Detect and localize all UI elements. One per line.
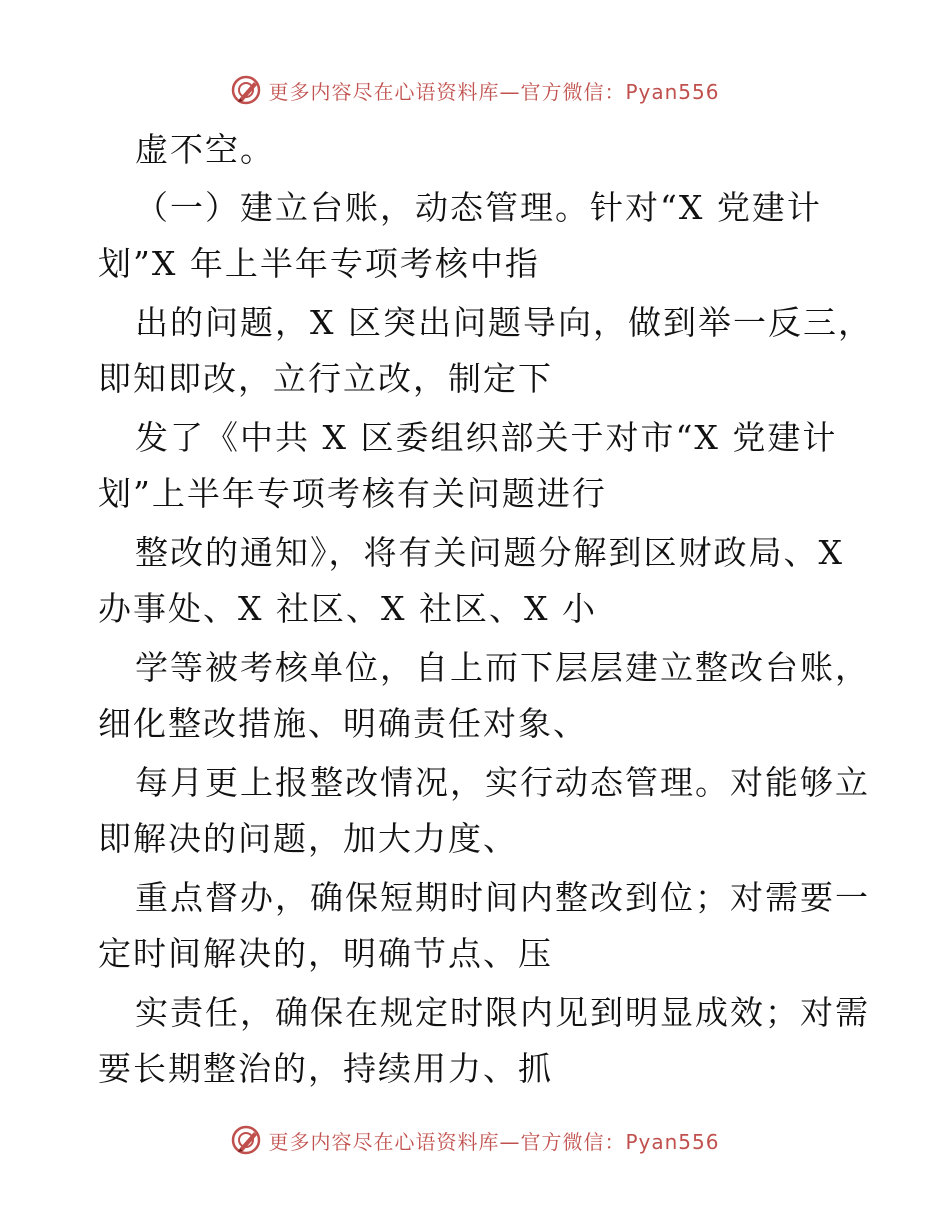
text-line: （一）建立台账，动态管理。针对“X 党建计 (135, 188, 822, 227)
text-line: 整改的通知》，将有关问题分解到区财政局、X (135, 533, 844, 572)
pen-logo-icon (230, 1124, 262, 1156)
header-banner-text: 更多内容尽在心语资料库—官方微信：Pyan556 (268, 79, 720, 104)
text-line: 要长期整治的，持续用力、抓 (98, 1049, 553, 1088)
text-line: 办事处、X 社区、X 社区、X 小 (98, 589, 597, 628)
text-line: 每月更上报整改情况，实行动态管理。对能够立 (135, 763, 870, 802)
text-line: 出的问题，X 区突出问题导向，做到举一反三， (135, 303, 873, 342)
text-line: 即解决的问题，加大力度、 (98, 819, 518, 858)
text-line: 发了《中共 X 区委组织部关于对市“X 党建计 (135, 418, 838, 457)
text-line: 定时间解决的，明确节点、压 (98, 934, 553, 973)
pen-logo-icon (230, 74, 262, 106)
text-line: 划”X 年上半年专项考核中指 (98, 244, 540, 283)
text-line: 重点督办，确保短期时间内整改到位；对需要一 (135, 878, 870, 917)
text-line: 细化整改措施、明确责任对象、 (98, 704, 588, 743)
header-banner (0, 70, 950, 110)
footer-banner-text: 更多内容尽在心语资料库—官方微信：Pyan556 (268, 1129, 720, 1154)
text-line: 即知即改，立行立改，制定下 (98, 359, 553, 398)
text-line: 学等被考核单位，自上而下层层建立整改台账， (135, 648, 870, 687)
text-line: 划”上半年专项考核有关问题进行 (98, 474, 607, 513)
text-line: 虚不空。 (135, 130, 275, 169)
text-line: 实责任，确保在规定时限内见到明显成效；对需 (135, 993, 870, 1032)
footer-banner (0, 1120, 950, 1160)
